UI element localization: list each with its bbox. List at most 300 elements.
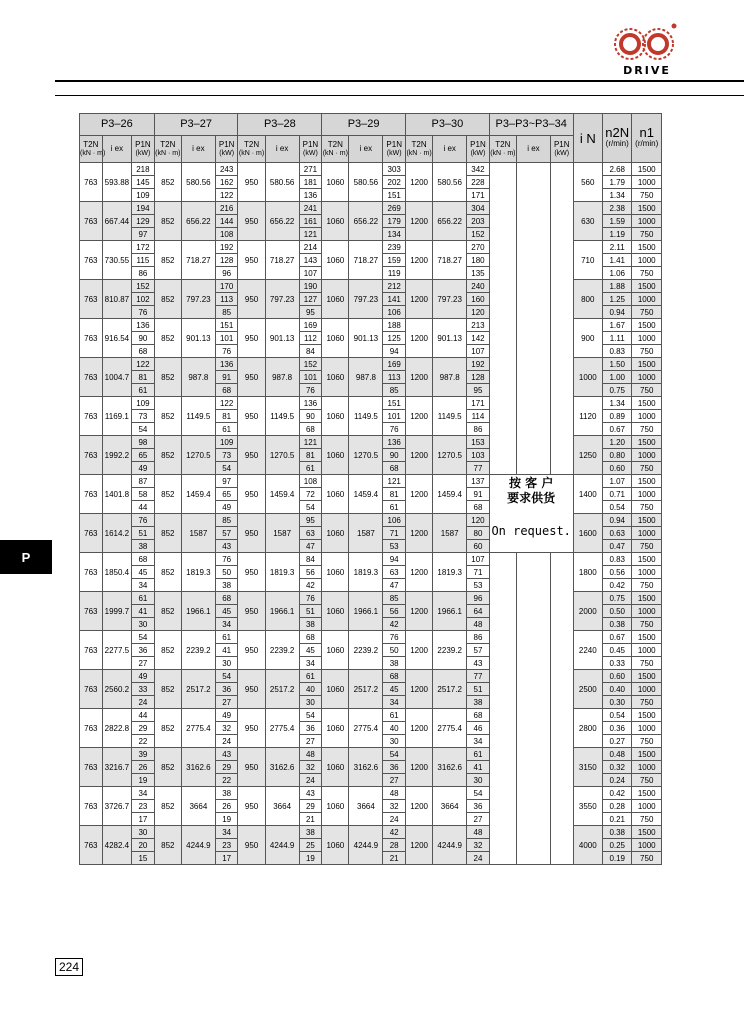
p1n-cell: 87 [132, 475, 155, 488]
n1-cell: 1000 [632, 410, 662, 423]
in-cell: 3150 [573, 748, 602, 787]
p1n-cell: 95 [299, 514, 322, 527]
n2n-header [603, 114, 632, 163]
t2n-cell: 852 [154, 475, 181, 514]
table-row [80, 553, 662, 566]
p1n-header-label: P1N [135, 139, 151, 149]
p1n-cell: 23 [215, 839, 238, 852]
n1-cell: 1500 [632, 592, 662, 605]
t2n-header [322, 136, 349, 163]
p1n-cell: 36 [383, 761, 406, 774]
t2n-cell: 763 [80, 436, 103, 475]
p1n-cell: 42 [299, 579, 322, 592]
p1n-cell: 240 [467, 280, 490, 293]
p1n-cell: 68 [132, 553, 155, 566]
p1n-cell: 144 [215, 215, 238, 228]
n2n-cell: 0.19 [603, 852, 632, 865]
iex-cell: 1819.3 [433, 553, 467, 592]
iex-cell: 987.8 [181, 358, 215, 397]
p1n-cell: 194 [132, 202, 155, 215]
t2n-cell: 1200 [406, 436, 433, 475]
p1n-cell: 46 [467, 722, 490, 735]
p1n-cell: 228 [467, 176, 490, 189]
p1n-cell: 269 [383, 202, 406, 215]
iex-cell: 1587 [265, 514, 299, 553]
p1n-cell: 68 [467, 501, 490, 514]
p1n-header [383, 136, 406, 163]
n2n-cell: 2.11 [603, 241, 632, 254]
n2n-cell: 0.45 [603, 644, 632, 657]
p1n-header-label: P1N [218, 139, 235, 149]
iex-cell: 1149.5 [265, 397, 299, 436]
n2n-cell: 0.27 [603, 735, 632, 748]
t2n-cell: 852 [154, 436, 181, 475]
table-row [80, 280, 662, 293]
iex-cell: 1459.4 [349, 475, 383, 514]
iex-cell: 987.8 [433, 358, 467, 397]
n1-cell: 1500 [632, 826, 662, 839]
p1n-cell: 30 [215, 657, 238, 670]
p1n-cell: 90 [299, 410, 322, 423]
t2n-cell: 1060 [322, 709, 349, 748]
iex-cell: 901.13 [433, 319, 467, 358]
t2n-header-unit: (kN · m) [238, 149, 265, 157]
p1n-cell: 152 [299, 358, 322, 371]
p1n-header [215, 136, 238, 163]
n1-cell: 1500 [632, 748, 662, 761]
p1n-cell: 57 [467, 644, 490, 657]
n1-cell: 750 [632, 384, 662, 397]
n1-cell: 750 [632, 189, 662, 202]
t2n-header-unit: (kN · m) [490, 149, 516, 157]
table-row [80, 670, 662, 683]
p1n-cell: 21 [383, 852, 406, 865]
t2n-cell: 1060 [322, 787, 349, 826]
t2n-cell: 763 [80, 202, 103, 241]
p1n-cell: 47 [383, 579, 406, 592]
iex-cell: 1169.1 [102, 397, 131, 436]
in-cell: 1120 [573, 397, 602, 436]
p1n-cell: 22 [132, 735, 155, 748]
t2n-cell: 1200 [406, 475, 433, 514]
p1n-cell: 57 [215, 527, 238, 540]
p1n-cell: 128 [467, 371, 490, 384]
iex-cell: 3664 [349, 787, 383, 826]
p1n-cell: 109 [132, 397, 155, 410]
in-cell: 3550 [573, 787, 602, 826]
p1n-cell: 95 [467, 384, 490, 397]
p1n-cell: 42 [383, 826, 406, 839]
t2n-cell: 852 [154, 553, 181, 592]
n2n-cell: 1.25 [603, 293, 632, 306]
p1n-cell: 39 [132, 748, 155, 761]
p1n-cell: 129 [132, 215, 155, 228]
p1n-cell: 56 [299, 566, 322, 579]
p1n-cell: 26 [215, 800, 238, 813]
p1n-cell: 81 [383, 488, 406, 501]
p1n-cell: 38 [215, 579, 238, 592]
t2n-cell: 950 [238, 553, 265, 592]
t2n-cell: 950 [238, 748, 265, 787]
n2n-cell: 0.83 [603, 345, 632, 358]
iex-cell: 3162.6 [433, 748, 467, 787]
n1-cell: 750 [632, 735, 662, 748]
n2n-cell: 2.68 [603, 163, 632, 176]
p1n-cell-empty [550, 163, 573, 475]
p1n-cell: 49 [132, 670, 155, 683]
p1n-cell: 96 [215, 267, 238, 280]
t2n-cell: 950 [238, 475, 265, 514]
iex-cell: 987.8 [265, 358, 299, 397]
iex-header-label: i ex [110, 143, 124, 153]
p1n-cell: 77 [467, 462, 490, 475]
p1n-cell: 54 [299, 709, 322, 722]
n2n-cell: 0.54 [603, 709, 632, 722]
p1n-header-label: P1N [302, 139, 319, 149]
t2n-header-unit: (kN · m) [406, 149, 432, 157]
p1n-cell: 342 [467, 163, 490, 176]
p1n-cell: 48 [467, 618, 490, 631]
p1n-cell: 303 [383, 163, 406, 176]
n2n-cell: 0.50 [603, 605, 632, 618]
t2n-cell: 1200 [406, 787, 433, 826]
n2n-cell: 1.00 [603, 371, 632, 384]
p1n-cell: 192 [467, 358, 490, 371]
t2n-cell: 852 [154, 397, 181, 436]
t2n-cell: 950 [238, 436, 265, 475]
t2n-cell: 950 [238, 514, 265, 553]
p1n-cell: 51 [467, 683, 490, 696]
iex-cell: 656.22 [265, 202, 299, 241]
p1n-cell: 48 [299, 748, 322, 761]
p1n-cell: 85 [383, 384, 406, 397]
t2n-cell: 763 [80, 397, 103, 436]
iex-cell: 580.56 [349, 163, 383, 202]
t2n-cell: 1060 [322, 202, 349, 241]
n2n-cell: 0.54 [603, 501, 632, 514]
t2n-cell: 763 [80, 826, 103, 865]
t2n-cell: 1200 [406, 319, 433, 358]
n1-cell: 750 [632, 501, 662, 514]
p1n-cell: 108 [215, 228, 238, 241]
p1n-cell: 241 [299, 202, 322, 215]
p1n-cell: 34 [215, 826, 238, 839]
p1n-cell: 180 [467, 254, 490, 267]
n2n-cell: 0.24 [603, 774, 632, 787]
n2n-cell: 2.38 [603, 202, 632, 215]
iex-cell: 2239.2 [265, 631, 299, 670]
p1n-cell: 45 [383, 683, 406, 696]
p1n-header-label: P1N [470, 139, 486, 149]
p1n-cell: 106 [383, 306, 406, 319]
p1n-cell: 136 [383, 436, 406, 449]
p1n-cell: 109 [215, 436, 238, 449]
p1n-cell: 27 [383, 774, 406, 787]
n1-cell: 750 [632, 423, 662, 436]
p1n-cell: 81 [132, 371, 155, 384]
n1-cell: 1000 [632, 839, 662, 852]
t2n-cell: 950 [238, 631, 265, 670]
n2n-cell: 0.21 [603, 813, 632, 826]
p1n-cell: 29 [132, 722, 155, 735]
iex-cell: 2775.4 [349, 709, 383, 748]
p1n-cell: 45 [215, 605, 238, 618]
p1n-cell: 63 [299, 527, 322, 540]
iex-cell: 2775.4 [181, 709, 215, 748]
p1n-cell: 135 [467, 267, 490, 280]
in-cell: 2800 [573, 709, 602, 748]
p1n-cell: 51 [299, 605, 322, 618]
p1n-cell: 30 [383, 735, 406, 748]
p1n-cell: 23 [132, 800, 155, 813]
in-cell: 560 [573, 163, 602, 202]
group-header: P3–P3~P3–34 [489, 114, 573, 136]
n1-cell: 1500 [632, 709, 662, 722]
iex-header-label: i ex [359, 143, 373, 153]
n1-cell: 1000 [632, 176, 662, 189]
note-cn-line2: 要求供货 [507, 491, 556, 505]
p1n-cell: 127 [299, 293, 322, 306]
p1n-cell: 216 [215, 202, 238, 215]
iex-header [181, 136, 215, 163]
p1n-cell: 49 [215, 501, 238, 514]
table-row [80, 163, 662, 176]
t2n-cell: 852 [154, 709, 181, 748]
p1n-cell: 54 [132, 631, 155, 644]
p1n-cell: 172 [132, 241, 155, 254]
iex-cell: 1992.2 [102, 436, 131, 475]
n1-cell: 1500 [632, 514, 662, 527]
p1n-cell: 61 [383, 709, 406, 722]
p1n-cell: 34 [299, 657, 322, 670]
p1n-cell: 20 [132, 839, 155, 852]
p1n-cell: 137 [467, 475, 490, 488]
t2n-cell: 1200 [406, 748, 433, 787]
p1n-cell: 76 [132, 514, 155, 527]
iex-header-label: i ex [527, 143, 540, 153]
p1n-cell: 102 [132, 293, 155, 306]
p1n-header [299, 136, 322, 163]
iex-cell: 1459.4 [433, 475, 467, 514]
iex-cell: 4282.4 [102, 826, 131, 865]
iex-cell: 2239.2 [433, 631, 467, 670]
n1-cell: 1500 [632, 358, 662, 371]
t2n-cell: 852 [154, 631, 181, 670]
n2n-cell: 0.32 [603, 761, 632, 774]
iex-cell: 656.22 [181, 202, 215, 241]
p1n-cell: 107 [467, 553, 490, 566]
p1n-cell: 40 [383, 722, 406, 735]
iex-cell: 718.27 [349, 241, 383, 280]
iex-cell: 2517.2 [433, 670, 467, 709]
p1n-cell: 218 [132, 163, 155, 176]
iex-cell: 2239.2 [181, 631, 215, 670]
p1n-cell: 80 [467, 527, 490, 540]
t2n-cell: 852 [154, 748, 181, 787]
t2n-header [489, 136, 516, 163]
n2n-cell: 0.75 [603, 384, 632, 397]
p1n-cell: 25 [299, 839, 322, 852]
iex-cell: 3162.6 [265, 748, 299, 787]
p1n-cell: 86 [467, 423, 490, 436]
n1-cell: 750 [632, 306, 662, 319]
header-group-row [80, 114, 662, 136]
n1-cell: 1500 [632, 670, 662, 683]
table-row [80, 202, 662, 215]
p1n-cell: 54 [215, 670, 238, 683]
p1n-cell: 44 [132, 501, 155, 514]
iex-cell: 3664 [265, 787, 299, 826]
in-cell: 2240 [573, 631, 602, 670]
iex-cell-empty [516, 553, 550, 865]
iex-cell: 1149.5 [181, 397, 215, 436]
n2n-cell: 1.59 [603, 215, 632, 228]
n2n-cell: 1.06 [603, 267, 632, 280]
table-row [80, 358, 662, 371]
p1n-cell: 50 [215, 566, 238, 579]
p1n-cell: 68 [299, 423, 322, 436]
iex-cell: 2560.2 [102, 670, 131, 709]
t2n-header-unit: (kN · m) [322, 149, 348, 157]
iex-cell: 2239.2 [349, 631, 383, 670]
p1n-cell: 24 [467, 852, 490, 865]
in-cell: 1800 [573, 553, 602, 592]
p1n-cell: 101 [383, 410, 406, 423]
n1-cell: 1000 [632, 215, 662, 228]
iex-cell: 593.88 [102, 163, 131, 202]
n1-cell: 1000 [632, 566, 662, 579]
p1n-cell: 112 [299, 332, 322, 345]
p1n-cell: 113 [383, 371, 406, 384]
t2n-cell: 1060 [322, 631, 349, 670]
p1n-cell: 72 [299, 488, 322, 501]
p1n-cell: 21 [299, 813, 322, 826]
n2n-cell: 0.67 [603, 423, 632, 436]
t2n-cell: 1200 [406, 709, 433, 748]
p1n-cell: 141 [383, 293, 406, 306]
p1n-cell: 19 [299, 852, 322, 865]
n2n-cell: 0.38 [603, 618, 632, 631]
p1n-cell: 188 [383, 319, 406, 332]
iex-cell: 656.22 [433, 202, 467, 241]
n2n-cell: 1.20 [603, 436, 632, 449]
p1n-cell: 161 [299, 215, 322, 228]
n1-cell: 750 [632, 618, 662, 631]
table-row [80, 826, 662, 839]
table-row [80, 436, 662, 449]
in-cell: 710 [573, 241, 602, 280]
n1-cell: 1000 [632, 332, 662, 345]
p1n-header [467, 136, 490, 163]
t2n-cell: 763 [80, 475, 103, 514]
iex-cell: 718.27 [181, 241, 215, 280]
n2n-cell: 0.60 [603, 670, 632, 683]
n1-cell: 750 [632, 462, 662, 475]
group-header: P3–29 [322, 114, 406, 136]
p1n-cell: 36 [299, 722, 322, 735]
p1n-cell: 65 [132, 449, 155, 462]
n2n-cell: 1.41 [603, 254, 632, 267]
p1n-cell: 63 [383, 566, 406, 579]
p1n-cell: 43 [299, 787, 322, 800]
n2n-cell: 1.34 [603, 397, 632, 410]
p1n-cell: 36 [215, 683, 238, 696]
n1-cell: 1500 [632, 553, 662, 566]
n1-cell: 1500 [632, 163, 662, 176]
p1n-cell: 38 [299, 618, 322, 631]
iex-cell: 580.56 [181, 163, 215, 202]
p1n-cell: 61 [132, 592, 155, 605]
p1n-cell-empty [550, 553, 573, 865]
p1n-cell: 27 [467, 813, 490, 826]
table-row [80, 709, 662, 722]
p1n-cell: 103 [467, 449, 490, 462]
p1n-cell: 60 [467, 540, 490, 553]
n1-cell: 750 [632, 813, 662, 826]
section-tab: P [0, 540, 52, 574]
t2n-cell: 1200 [406, 670, 433, 709]
p1n-cell: 171 [467, 397, 490, 410]
p1n-cell: 54 [215, 462, 238, 475]
iex-cell: 810.87 [102, 280, 131, 319]
n1-cell: 1000 [632, 488, 662, 501]
n1-cell: 1500 [632, 436, 662, 449]
n1-cell: 1000 [632, 761, 662, 774]
n2n-cell: 0.89 [603, 410, 632, 423]
t2n-cell: 852 [154, 280, 181, 319]
n2n-cell: 0.48 [603, 748, 632, 761]
p1n-cell: 91 [467, 488, 490, 501]
page-number: 224 [55, 958, 83, 976]
n1-cell: 1000 [632, 293, 662, 306]
n1-cell: 1500 [632, 631, 662, 644]
p1n-cell: 121 [299, 436, 322, 449]
n1-cell: 1000 [632, 527, 662, 540]
p1n-cell: 106 [383, 514, 406, 527]
n1-cell: 1500 [632, 241, 662, 254]
t2n-cell: 763 [80, 787, 103, 826]
p1n-cell: 38 [132, 540, 155, 553]
n2n-cell: 0.60 [603, 462, 632, 475]
iex-cell: 3664 [181, 787, 215, 826]
p1n-cell: 71 [383, 527, 406, 540]
n2n-cell: 1.50 [603, 358, 632, 371]
t2n-cell: 763 [80, 280, 103, 319]
p1n-cell: 45 [299, 644, 322, 657]
iex-cell: 1459.4 [181, 475, 215, 514]
p1n-cell: 34 [467, 735, 490, 748]
p1n-cell: 76 [299, 592, 322, 605]
p1n-cell: 136 [299, 397, 322, 410]
p1n-cell: 65 [215, 488, 238, 501]
p1n-cell: 27 [299, 735, 322, 748]
p1n-cell: 145 [132, 176, 155, 189]
p1n-cell: 68 [215, 384, 238, 397]
t2n-cell: 1060 [322, 397, 349, 436]
iex-cell: 1149.5 [433, 397, 467, 436]
p1n-cell: 34 [132, 787, 155, 800]
p1n-cell: 101 [299, 371, 322, 384]
iex-cell: 916.54 [102, 319, 131, 358]
p1n-cell: 98 [132, 436, 155, 449]
p1n-cell: 48 [467, 826, 490, 839]
p1n-cell: 49 [215, 709, 238, 722]
p1n-cell: 76 [215, 345, 238, 358]
p1n-cell: 28 [383, 839, 406, 852]
t2n-cell: 763 [80, 592, 103, 631]
t2n-cell: 1060 [322, 826, 349, 865]
t2n-cell: 763 [80, 163, 103, 202]
